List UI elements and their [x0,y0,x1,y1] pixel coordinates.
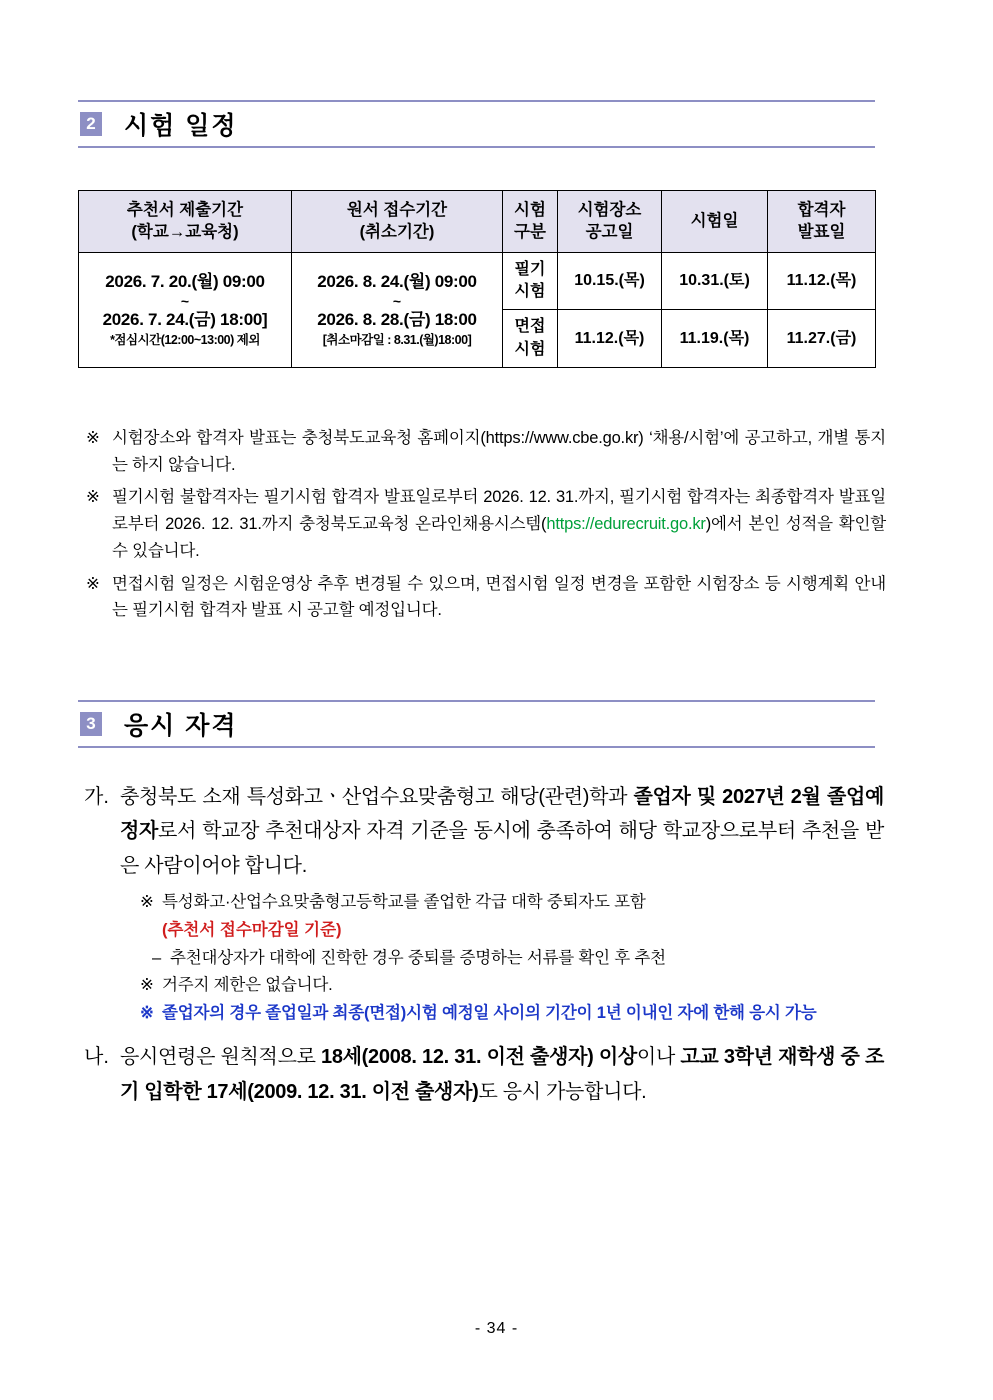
note-item [86,484,886,564]
table-row [79,252,876,310]
sub-marker: ※ [140,893,154,912]
item-text [120,1040,884,1109]
sub-item [140,972,884,998]
header-venue-notice-date: 시험장소 공고일 [558,191,662,253]
exam-schedule-table-wrapper [78,190,875,368]
sub-item-red-note: (추천서 접수마감일 기준) [162,920,342,939]
item-text-part: 응시연령은 원칙적으로 [120,1046,322,1069]
sub-text: 졸업자의 경우 졸업일과 최종(면접)시험 예정일 사이의 기간이 1년 이내인 자에 한해 응시 가능 [162,1004,817,1023]
cell-exam-date-interview: 11.19.(목) [662,310,768,368]
sub-text: 거주지 제한은 없습니다. [162,975,333,994]
schedule-notes-list [86,425,886,630]
header-exam-date: 시험일 [662,191,768,253]
sub-marker: ※ [140,975,154,994]
heading-rule-bottom [78,746,875,748]
dash-marker: – [152,948,162,967]
page-number: - 34 - [474,1320,519,1337]
sub-text: 추천대상자가 대학에 진학한 경우 중퇴를 증명하는 서류를 확인 후 추천 [170,948,666,967]
item-text-part: 이나 [636,1046,681,1069]
header-application-period: 원서 접수기간 (취소기간) [292,191,503,253]
section-number-badge: 3 [80,712,102,736]
item-label: 나. [84,1046,109,1069]
item-text [120,780,884,883]
sub-marker: ※ [140,1004,154,1023]
header-result-date: 합격자 발표일 [768,191,876,253]
section-number-badge: 2 [80,112,102,136]
note-text: 시험장소와 합격자 발표는 충청북도교육청 홈페이지(https://www.cbe.go.kr) ‘채용/시험’에 공고하고, 개별 통지는 하지 않습니다. [112,429,886,474]
item-text-emphasis: 졸업자 및 2027년 2월 졸업예정자 [120,786,885,843]
sub-text: 특성화고·산업수요맞춤형고등학교를 졸업한 각급 대학 중퇴자도 포함 [162,893,646,912]
exam-schedule-table [78,190,876,368]
sub-item-blue [140,1000,884,1026]
note-text: 면접시험 일정은 시험운영상 추후 변경될 수 있으며, 면접시험 일정 변경을 포함한 시험장소 등 시행계획 안내는 필기시험 합격자 발표 시 공고할 예정입니다. [112,574,886,620]
eligibility-item-a [84,780,884,883]
section-heading-exam-schedule [78,100,875,148]
section-title: 응시 자격 [124,712,238,740]
eligibility-item-b [84,1040,884,1109]
cell-venue-notice-written: 10.15.(목) [558,252,662,310]
note-text [112,484,886,564]
header-exam-kind: 시험 구분 [503,191,558,253]
eligibility-body [84,780,884,1113]
cell-exam-kind-written: 필기 시험 [503,252,558,310]
note-text-part: )에서 본인 성적을 확인할 수 있습니다. [112,515,886,560]
note-marker: ※ [86,429,100,447]
note-text-part: 필기시험 불합격자는 필기시험 합격자 발표일로부터 2026. 12. 31.까지, 필기시험 합격자는 최종합격자 발표일로부터 2026. 12. 31.까지 충청북도교육청 온라인채용시스템( [112,488,886,534]
heading-rule-bottom [78,146,875,148]
note-marker: ※ [86,488,100,507]
sub-item [140,889,884,915]
item-text-emphasis: 고교 3학년 재학생 중 조기 입학한 17세(2009. 12. 31. 이전 출생자) [120,1046,884,1103]
note-item [86,571,886,624]
table-header-row [79,191,876,253]
item-text-part: 도 응시 가능합니다. [478,1080,647,1103]
header-recommend-period: 추천서 제출기간 (학교→교육청) [79,191,292,253]
cell-application-period: 2026. 8. 24.(월) 09:00 ~ 2026. 8. 28.(금) 18:00 [취소마감일 : 8.31.(월)18:00] [292,252,503,368]
cell-venue-notice-interview: 11.12.(목) [558,310,662,368]
item-label: 가. [84,786,109,808]
section-heading-eligibility [78,700,875,748]
eligibility-sub-list [140,889,884,1026]
online-recruit-system-link[interactable]: https://edurecruit.go.kr [546,515,706,534]
cell-result-date-written: 11.12.(목) [768,252,876,310]
sub-item-dash [152,944,884,972]
cell-result-date-interview: 11.27.(금) [768,310,876,368]
section-title: 시험 일정 [124,112,238,140]
note-item [86,425,886,478]
page-footer [0,1320,993,1338]
item-text-emphasis: 18세(2008. 12. 31. 이전 출생자) 이상 [321,1046,637,1069]
item-text-part: 로서 학교장 추천대상자 자격 기준을 동시에 충족하여 해당 학교장으로부터 추천을 받은 사람이어야 합니다. [120,820,884,877]
note-marker: ※ [86,574,100,593]
cell-exam-kind-interview: 면접 시험 [503,310,558,368]
cell-recommend-period: 2026. 7. 20.(월) 09:00 ~ 2026. 7. 24.(금) 18:00] *점심시간(12:00~13:00) 제외 [79,252,292,368]
cell-exam-date-written: 10.31.(토) [662,252,768,310]
item-text-part: 충청북도 소재 특성화고ㆍ산업수요맞춤형고 해당(관련)학과 [120,786,634,808]
